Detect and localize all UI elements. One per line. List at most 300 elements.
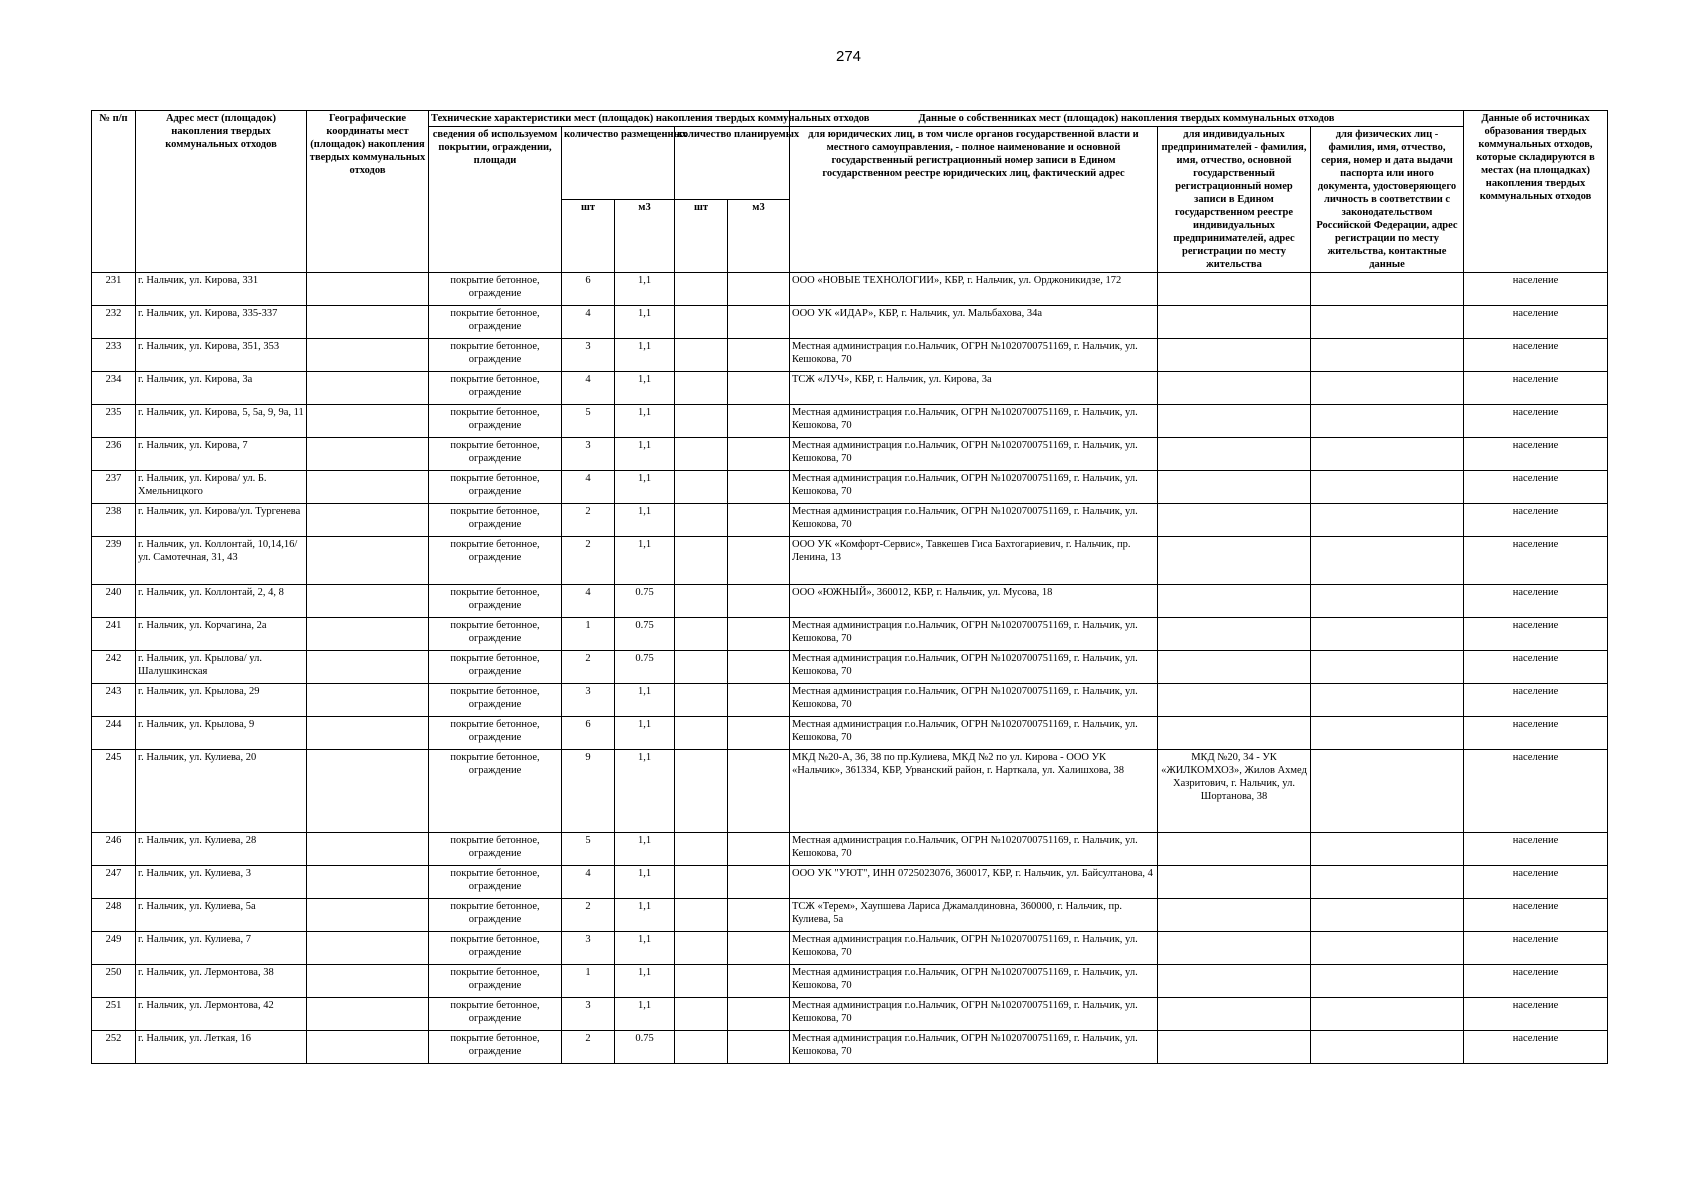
table-row <box>92 471 1608 504</box>
row-cover: покрытие бетонное, ограждение <box>429 585 562 618</box>
row-number: 248 <box>92 899 136 932</box>
row-planned-m3 <box>728 273 790 306</box>
row-number: 240 <box>92 585 136 618</box>
row-number: 242 <box>92 651 136 684</box>
header-unit-pcs: шт <box>562 200 615 273</box>
row-qty-m3: 1,1 <box>615 965 675 998</box>
header-owners: Данные о собственниках мест (площадок) накопления твердых коммунальных отходов <box>790 111 1464 127</box>
row-planned-pcs <box>675 618 728 651</box>
row-geo <box>307 750 429 833</box>
row-planned-m3 <box>728 833 790 866</box>
table-row <box>92 585 1608 618</box>
row-owner-ip <box>1158 965 1311 998</box>
row-address: г. Нальчик, ул. Кулиева, 20 <box>136 750 307 833</box>
row-owner-phys <box>1311 998 1464 1031</box>
row-owner-legal: Местная администрация г.о.Нальчик, ОГРН №1020700751169, г. Нальчик, ул. Кешокова, 70 <box>790 998 1158 1031</box>
row-geo <box>307 717 429 750</box>
row-cover: покрытие бетонное, ограждение <box>429 339 562 372</box>
row-number: 250 <box>92 965 136 998</box>
row-geo <box>307 339 429 372</box>
row-qty-pcs: 4 <box>562 471 615 504</box>
header-num: № п/п <box>92 111 136 273</box>
row-owner-ip <box>1158 618 1311 651</box>
header-tech-qty-planned: количество планируемых <box>675 127 790 200</box>
row-planned-m3 <box>728 717 790 750</box>
table-row <box>92 684 1608 717</box>
row-owner-ip <box>1158 651 1311 684</box>
row-geo <box>307 899 429 932</box>
row-owner-legal: Местная администрация г.о.Нальчик, ОГРН №1020700751169, г. Нальчик, ул. Кешокова, 70 <box>790 339 1158 372</box>
row-qty-m3: 1,1 <box>615 504 675 537</box>
row-number: 244 <box>92 717 136 750</box>
row-owner-phys <box>1311 504 1464 537</box>
row-qty-pcs: 9 <box>562 750 615 833</box>
row-address: г. Нальчик, ул. Кирова, 7 <box>136 438 307 471</box>
row-owner-ip <box>1158 1031 1311 1064</box>
row-qty-pcs: 4 <box>562 585 615 618</box>
row-planned-pcs <box>675 585 728 618</box>
page-number: 274 <box>835 48 862 65</box>
row-source: население <box>1464 372 1608 405</box>
header-geo: Географические координаты мест (площадок) накопления твердых коммунальных отходов <box>307 111 429 273</box>
row-geo <box>307 273 429 306</box>
row-cover: покрытие бетонное, ограждение <box>429 717 562 750</box>
header-owner-ip: для индивидуальных предпринимателей - фамилия, имя, отчество, основной государственный регистрационный номер записи в Едином государственном реестре индивидуальных предпринимателей, адрес регистрации по месту жительства <box>1158 127 1311 273</box>
row-owner-legal: ООО «НОВЫЕ ТЕХНОЛОГИИ», КБР, г. Нальчик, ул. Орджоникидзе, 172 <box>790 273 1158 306</box>
row-address: г. Нальчик, ул. Кирова, 5, 5а, 9, 9а, 11 <box>136 405 307 438</box>
row-owner-ip <box>1158 405 1311 438</box>
row-owner-ip <box>1158 306 1311 339</box>
row-planned-m3 <box>728 651 790 684</box>
row-address: г. Нальчик, ул. Кулиева, 28 <box>136 833 307 866</box>
row-planned-pcs <box>675 750 728 833</box>
row-owner-phys <box>1311 684 1464 717</box>
row-number: 233 <box>92 339 136 372</box>
row-planned-m3 <box>728 306 790 339</box>
row-source: население <box>1464 717 1608 750</box>
row-qty-pcs: 2 <box>562 899 615 932</box>
row-planned-m3 <box>728 965 790 998</box>
row-qty-m3: 1,1 <box>615 471 675 504</box>
row-cover: покрытие бетонное, ограждение <box>429 998 562 1031</box>
header-sources: Данные об источниках образования твердых коммунальных отходов, которые складируются в местах (на площадках) накопления твердых коммунальных отходов <box>1464 111 1608 273</box>
row-qty-m3: 1,1 <box>615 537 675 585</box>
row-owner-ip <box>1158 273 1311 306</box>
table-row <box>92 618 1608 651</box>
row-owner-legal: Местная администрация г.о.Нальчик, ОГРН №1020700751169, г. Нальчик, ул. Кешокова, 70 <box>790 965 1158 998</box>
table-row <box>92 504 1608 537</box>
row-geo <box>307 504 429 537</box>
row-owner-ip <box>1158 585 1311 618</box>
row-source: население <box>1464 585 1608 618</box>
table-header <box>92 111 1608 273</box>
row-owner-phys <box>1311 899 1464 932</box>
row-qty-pcs: 6 <box>562 273 615 306</box>
row-cover: покрытие бетонное, ограждение <box>429 273 562 306</box>
row-planned-m3 <box>728 438 790 471</box>
row-qty-pcs: 4 <box>562 372 615 405</box>
header-unit-m3-planned: м3 <box>728 200 790 273</box>
row-planned-pcs <box>675 998 728 1031</box>
row-planned-m3 <box>728 899 790 932</box>
row-cover: покрытие бетонное, ограждение <box>429 504 562 537</box>
row-owner-phys <box>1311 339 1464 372</box>
row-number: 236 <box>92 438 136 471</box>
row-qty-m3: 1,1 <box>615 339 675 372</box>
row-source: население <box>1464 651 1608 684</box>
row-source: население <box>1464 339 1608 372</box>
row-qty-pcs: 6 <box>562 717 615 750</box>
row-source: население <box>1464 405 1608 438</box>
row-qty-pcs: 2 <box>562 537 615 585</box>
row-qty-m3: 0.75 <box>615 651 675 684</box>
row-address: г. Нальчик, ул. Коллонтай, 10,14,16/ ул. Самотечная, 31, 43 <box>136 537 307 585</box>
row-number: 246 <box>92 833 136 866</box>
row-planned-pcs <box>675 339 728 372</box>
row-planned-m3 <box>728 585 790 618</box>
row-owner-phys <box>1311 618 1464 651</box>
row-address: г. Нальчик, ул. Кирова/ ул. Б. Хмельницкого <box>136 471 307 504</box>
row-source: население <box>1464 471 1608 504</box>
row-source: население <box>1464 932 1608 965</box>
row-owner-legal: ООО «ЮЖНЫЙ», 360012, КБР, г. Нальчик, ул. Мусова, 18 <box>790 585 1158 618</box>
row-address: г. Нальчик, ул. Лермонтова, 38 <box>136 965 307 998</box>
table-row <box>92 750 1608 833</box>
row-owner-phys <box>1311 750 1464 833</box>
row-cover: покрытие бетонное, ограждение <box>429 405 562 438</box>
table-row <box>92 306 1608 339</box>
row-source: население <box>1464 273 1608 306</box>
row-qty-m3: 1,1 <box>615 932 675 965</box>
row-planned-pcs <box>675 651 728 684</box>
header-unit-m3: м3 <box>615 200 675 273</box>
row-cover: покрытие бетонное, ограждение <box>429 684 562 717</box>
table-row <box>92 899 1608 932</box>
row-address: г. Нальчик, ул. Кирова, 3а <box>136 372 307 405</box>
row-number: 251 <box>92 998 136 1031</box>
row-owner-phys <box>1311 372 1464 405</box>
row-planned-pcs <box>675 899 728 932</box>
row-owner-phys <box>1311 717 1464 750</box>
row-planned-m3 <box>728 618 790 651</box>
row-owner-phys <box>1311 1031 1464 1064</box>
row-address: г. Нальчик, ул. Леткая, 16 <box>136 1031 307 1064</box>
table-row <box>92 438 1608 471</box>
row-number: 247 <box>92 866 136 899</box>
row-qty-m3: 1,1 <box>615 866 675 899</box>
row-qty-pcs: 3 <box>562 438 615 471</box>
row-qty-pcs: 3 <box>562 339 615 372</box>
row-owner-legal: Местная администрация г.о.Нальчик, ОГРН №1020700751169, г. Нальчик, ул. Кешокова, 70 <box>790 717 1158 750</box>
row-address: г. Нальчик, ул. Кирова, 351, 353 <box>136 339 307 372</box>
row-planned-pcs <box>675 306 728 339</box>
row-source: население <box>1464 833 1608 866</box>
table-row <box>92 998 1608 1031</box>
row-source: население <box>1464 899 1608 932</box>
row-planned-pcs <box>675 833 728 866</box>
row-qty-m3: 1,1 <box>615 438 675 471</box>
row-qty-m3: 1,1 <box>615 306 675 339</box>
row-qty-pcs: 4 <box>562 866 615 899</box>
table-row <box>92 833 1608 866</box>
row-planned-m3 <box>728 1031 790 1064</box>
row-owner-legal: ТСЖ «ЛУЧ», КБР, г. Нальчик, ул. Кирова, 3а <box>790 372 1158 405</box>
row-cover: покрытие бетонное, ограждение <box>429 618 562 651</box>
row-geo <box>307 965 429 998</box>
row-owner-ip <box>1158 684 1311 717</box>
row-geo <box>307 372 429 405</box>
row-owner-legal: Местная администрация г.о.Нальчик, ОГРН №1020700751169, г. Нальчик, ул. Кешокова, 70 <box>790 504 1158 537</box>
row-geo <box>307 585 429 618</box>
row-owner-phys <box>1311 932 1464 965</box>
row-qty-pcs: 5 <box>562 405 615 438</box>
row-address: г. Нальчик, ул. Кирова, 331 <box>136 273 307 306</box>
waste-sites-table <box>91 110 1608 1064</box>
row-geo <box>307 405 429 438</box>
row-qty-pcs: 3 <box>562 932 615 965</box>
row-owner-ip <box>1158 833 1311 866</box>
row-geo <box>307 1031 429 1064</box>
row-qty-pcs: 1 <box>562 965 615 998</box>
row-geo <box>307 998 429 1031</box>
row-source: население <box>1464 618 1608 651</box>
header-tech-qty-placed: количество размещенных <box>562 127 675 200</box>
row-cover: покрытие бетонное, ограждение <box>429 438 562 471</box>
table-row <box>92 273 1608 306</box>
row-qty-m3: 1,1 <box>615 750 675 833</box>
row-owner-legal: Местная администрация г.о.Нальчик, ОГРН №1020700751169, г. Нальчик, ул. Кешокова, 70 <box>790 932 1158 965</box>
table-row <box>92 1031 1608 1064</box>
row-address: г. Нальчик, ул. Кирова, 335-337 <box>136 306 307 339</box>
row-qty-pcs: 2 <box>562 651 615 684</box>
row-number: 235 <box>92 405 136 438</box>
row-owner-phys <box>1311 965 1464 998</box>
row-planned-pcs <box>675 405 728 438</box>
row-cover: покрытие бетонное, ограждение <box>429 372 562 405</box>
row-planned-m3 <box>728 372 790 405</box>
row-planned-m3 <box>728 537 790 585</box>
row-qty-m3: 1,1 <box>615 405 675 438</box>
row-cover: покрытие бетонное, ограждение <box>429 866 562 899</box>
row-owner-ip <box>1158 537 1311 585</box>
row-owner-phys <box>1311 866 1464 899</box>
row-source: население <box>1464 1031 1608 1064</box>
row-qty-pcs: 2 <box>562 1031 615 1064</box>
row-qty-m3: 1,1 <box>615 684 675 717</box>
row-planned-pcs <box>675 965 728 998</box>
row-planned-pcs <box>675 866 728 899</box>
row-planned-pcs <box>675 471 728 504</box>
row-source: население <box>1464 998 1608 1031</box>
row-geo <box>307 537 429 585</box>
row-address: г. Нальчик, ул. Кулиева, 3 <box>136 866 307 899</box>
row-cover: покрытие бетонное, ограждение <box>429 651 562 684</box>
row-cover: покрытие бетонное, ограждение <box>429 833 562 866</box>
row-planned-pcs <box>675 1031 728 1064</box>
row-geo <box>307 932 429 965</box>
row-number: 234 <box>92 372 136 405</box>
row-owner-ip <box>1158 339 1311 372</box>
row-planned-pcs <box>675 504 728 537</box>
row-source: население <box>1464 504 1608 537</box>
row-qty-pcs: 3 <box>562 684 615 717</box>
row-owner-ip <box>1158 471 1311 504</box>
row-number: 237 <box>92 471 136 504</box>
row-owner-legal: Местная администрация г.о.Нальчик, ОГРН №1020700751169, г. Нальчик, ул. Кешокова, 70 <box>790 471 1158 504</box>
row-planned-m3 <box>728 339 790 372</box>
row-owner-phys <box>1311 273 1464 306</box>
row-owner-legal: Местная администрация г.о.Нальчик, ОГРН №1020700751169, г. Нальчик, ул. Кешокова, 70 <box>790 405 1158 438</box>
row-planned-m3 <box>728 998 790 1031</box>
row-source: население <box>1464 866 1608 899</box>
row-number: 245 <box>92 750 136 833</box>
table-row <box>92 537 1608 585</box>
row-geo <box>307 306 429 339</box>
row-owner-phys <box>1311 833 1464 866</box>
header-unit-pcs-planned: шт <box>675 200 728 273</box>
row-geo <box>307 833 429 866</box>
row-planned-pcs <box>675 372 728 405</box>
row-qty-m3: 1,1 <box>615 899 675 932</box>
row-planned-pcs <box>675 273 728 306</box>
table-row <box>92 866 1608 899</box>
row-owner-legal: ООО УК «ИДАР», КБР, г. Нальчик, ул. Мальбахова, 34а <box>790 306 1158 339</box>
row-cover: покрытие бетонное, ограждение <box>429 471 562 504</box>
header-owner-phys: для физических лиц - фамилия, имя, отчество, серия, номер и дата выдачи паспорта или иного документа, удостоверяющего личность в соответствии с законодательством Российской Федерации, адрес регистрации по месту жительства, контактные данные <box>1311 127 1464 273</box>
row-source: население <box>1464 306 1608 339</box>
row-planned-m3 <box>728 405 790 438</box>
row-source: население <box>1464 750 1608 833</box>
row-owner-legal: Местная администрация г.о.Нальчик, ОГРН №1020700751169, г. Нальчик, ул. Кешокова, 70 <box>790 1031 1158 1064</box>
table-row <box>92 932 1608 965</box>
row-qty-pcs: 2 <box>562 504 615 537</box>
header-address: Адрес мест (площадок) накопления твердых коммунальных отходов <box>136 111 307 273</box>
row-number: 249 <box>92 932 136 965</box>
row-source: население <box>1464 438 1608 471</box>
row-qty-m3: 1,1 <box>615 833 675 866</box>
row-owner-legal: ТСЖ «Терем», Хаупшева Лариса Джамалдиновна, 360000, г. Нальчик, пр. Кулиева, 5а <box>790 899 1158 932</box>
row-address: г. Нальчик, ул. Кулиева, 5а <box>136 899 307 932</box>
row-owner-phys <box>1311 585 1464 618</box>
row-cover: покрытие бетонное, ограждение <box>429 306 562 339</box>
row-address: г. Нальчик, ул. Крылова/ ул. Шалушкинская <box>136 651 307 684</box>
row-owner-ip: МКД №20, 34 - УК «ЖИЛКОМХОЗ», Жилов Ахмед Хазритович, г. Нальчик, ул. Шортанова, 38 <box>1158 750 1311 833</box>
header-tech: Технические характеристики мест (площадок) накопления твердых коммунальных отходов <box>429 111 790 127</box>
row-number: 239 <box>92 537 136 585</box>
row-owner-ip <box>1158 438 1311 471</box>
row-owner-legal: Местная администрация г.о.Нальчик, ОГРН №1020700751169, г. Нальчик, ул. Кешокова, 70 <box>790 684 1158 717</box>
row-number: 238 <box>92 504 136 537</box>
row-owner-phys <box>1311 471 1464 504</box>
row-geo <box>307 618 429 651</box>
row-owner-legal: МКД №20-А, 36, 38 по пр.Кулиева, МКД №2 по ул. Кирова - ООО УК «Нальчик», 361334, КБР, Урванский район, г. Нарткала, ул. Халишхова, 38 <box>790 750 1158 833</box>
row-planned-m3 <box>728 471 790 504</box>
row-owner-legal: Местная администрация г.о.Нальчик, ОГРН №1020700751169, г. Нальчик, ул. Кешокова, 70 <box>790 833 1158 866</box>
row-address: г. Нальчик, ул. Кулиева, 7 <box>136 932 307 965</box>
row-planned-m3 <box>728 750 790 833</box>
row-cover: покрытие бетонное, ограждение <box>429 965 562 998</box>
row-qty-m3: 0.75 <box>615 585 675 618</box>
row-geo <box>307 866 429 899</box>
row-qty-m3: 0.75 <box>615 618 675 651</box>
row-geo <box>307 438 429 471</box>
row-address: г. Нальчик, ул. Коллонтай, 2, 4, 8 <box>136 585 307 618</box>
row-cover: покрытие бетонное, ограждение <box>429 899 562 932</box>
row-cover: покрытие бетонное, ограждение <box>429 750 562 833</box>
row-planned-m3 <box>728 932 790 965</box>
row-owner-ip <box>1158 866 1311 899</box>
row-planned-m3 <box>728 684 790 717</box>
header-owner-legal: для юридических лиц, в том числе органов государственной власти и местного самоуправления, - полное наименование и основной государственный регистрационный номер записи в Едином государственном реестре юридических лиц, фактический адрес <box>790 127 1158 273</box>
row-planned-m3 <box>728 504 790 537</box>
row-qty-m3: 1,1 <box>615 998 675 1031</box>
row-cover: покрытие бетонное, ограждение <box>429 537 562 585</box>
table-row <box>92 372 1608 405</box>
row-qty-pcs: 5 <box>562 833 615 866</box>
row-owner-legal: ООО УК «Комфорт-Сервис», Тавкешев Гиса Бахтогариевич, г. Нальчик, пр. Ленина, 13 <box>790 537 1158 585</box>
row-owner-legal: Местная администрация г.о.Нальчик, ОГРН №1020700751169, г. Нальчик, ул. Кешокова, 70 <box>790 438 1158 471</box>
row-number: 231 <box>92 273 136 306</box>
row-qty-pcs: 3 <box>562 998 615 1031</box>
table-row <box>92 965 1608 998</box>
row-owner-legal: ООО УК "УЮТ", ИНН 0725023076, 360017, КБР, г. Нальчик, ул. Байсултанова, 4 <box>790 866 1158 899</box>
row-geo <box>307 684 429 717</box>
row-owner-ip <box>1158 504 1311 537</box>
row-address: г. Нальчик, ул. Корчагина, 2а <box>136 618 307 651</box>
row-qty-m3: 1,1 <box>615 273 675 306</box>
row-address: г. Нальчик, ул. Лермонтова, 42 <box>136 998 307 1031</box>
table-row <box>92 339 1608 372</box>
row-qty-m3: 1,1 <box>615 717 675 750</box>
row-address: г. Нальчик, ул. Кирова/ул. Тургенева <box>136 504 307 537</box>
row-qty-m3: 1,1 <box>615 372 675 405</box>
row-source: население <box>1464 537 1608 585</box>
header-tech-cover: сведения об используемом покрытии, ограждении, площади <box>429 127 562 273</box>
row-owner-ip <box>1158 932 1311 965</box>
row-owner-phys <box>1311 537 1464 585</box>
row-geo <box>307 651 429 684</box>
row-planned-m3 <box>728 866 790 899</box>
row-number: 243 <box>92 684 136 717</box>
row-source: население <box>1464 684 1608 717</box>
row-owner-phys <box>1311 438 1464 471</box>
table-row <box>92 405 1608 438</box>
row-geo <box>307 471 429 504</box>
row-number: 232 <box>92 306 136 339</box>
table-row <box>92 651 1608 684</box>
row-address: г. Нальчик, ул. Крылова, 29 <box>136 684 307 717</box>
row-planned-pcs <box>675 717 728 750</box>
row-qty-pcs: 4 <box>562 306 615 339</box>
row-owner-legal: Местная администрация г.о.Нальчик, ОГРН №1020700751169, г. Нальчик, ул. Кешокова, 70 <box>790 618 1158 651</box>
row-planned-pcs <box>675 932 728 965</box>
row-planned-pcs <box>675 537 728 585</box>
row-owner-ip <box>1158 899 1311 932</box>
row-owner-ip <box>1158 372 1311 405</box>
row-source: население <box>1464 965 1608 998</box>
row-owner-ip <box>1158 717 1311 750</box>
row-planned-pcs <box>675 684 728 717</box>
row-number: 252 <box>92 1031 136 1064</box>
table-body <box>92 273 1608 1064</box>
row-cover: покрытие бетонное, ограждение <box>429 932 562 965</box>
row-cover: покрытие бетонное, ограждение <box>429 1031 562 1064</box>
row-owner-phys <box>1311 306 1464 339</box>
row-owner-ip <box>1158 998 1311 1031</box>
row-owner-phys <box>1311 405 1464 438</box>
row-planned-pcs <box>675 438 728 471</box>
row-number: 241 <box>92 618 136 651</box>
